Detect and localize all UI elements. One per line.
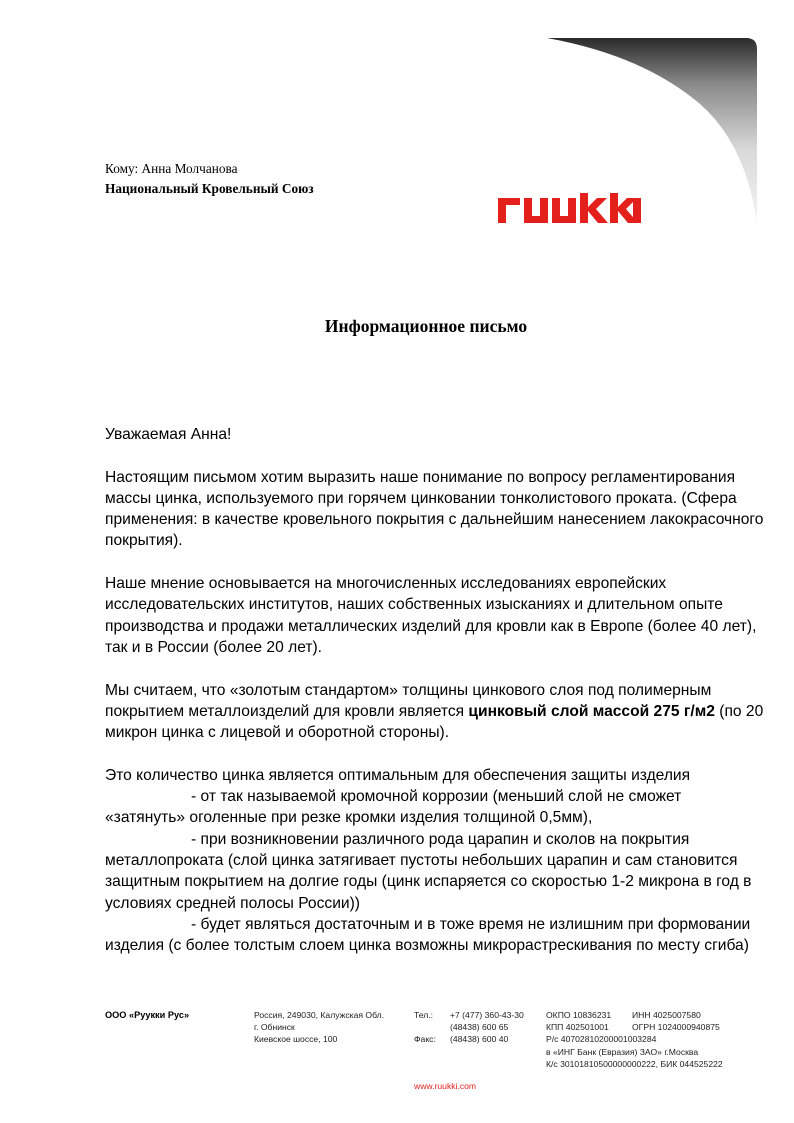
recipient-block bbox=[105, 159, 314, 199]
company-name: ООО «Руукки Рус» bbox=[105, 1010, 190, 1020]
letter-title: Информационное письмо bbox=[324, 316, 528, 336]
fax-label: Факс: bbox=[414, 1034, 436, 1045]
tel-label: Тел.: bbox=[414, 1010, 434, 1020]
paragraph-1: Настоящим письмом хотим выразить наше понимание по вопросу регламентирования массы цинка, используемого при горячем цинковании тонколистового проката. (Сфера применения: в качестве кровельного покрытия с дальнейшим нанесением лакокрасочного покрытия). bbox=[105, 468, 764, 550]
website-link[interactable]: www.ruukki.com bbox=[414, 1081, 477, 1091]
kpp: КПП 402501001 bbox=[546, 1022, 609, 1033]
recipient-name: Кому: Анна Молчанова bbox=[105, 161, 238, 176]
zinc-standard-highlight: цинковый слой массой 275 г/м2 bbox=[468, 702, 715, 720]
paragraph-4-intro: Это количество цинка является оптимальным для обеспечения защиты изделия bbox=[105, 766, 691, 784]
tel-number: +7 (477) 360-43-30 bbox=[450, 1010, 524, 1020]
paragraph-3-end: (по 20 микрон цинка с лицевой и оборотной стороны). bbox=[105, 702, 764, 742]
paragraph-4 bbox=[105, 765, 765, 957]
paragraph-3-start: Мы считаем, что «золотым стандартом» толщины цинкового слоя под полимерным покрытием металлоизделий для кровли является bbox=[105, 681, 712, 720]
bullet-item: - будет являться достаточным и в тоже время не излишним при формовании изделия (с более толстым слоем цинка возможны микрорастрескивания по месту сгиба) bbox=[105, 915, 751, 955]
paragraph-2: Наше мнение основывается на многочисленных исследованиях европейских исследовательских институтов, наших собственных изысканиях и длительном опыте производства и продажи металлических изделий для кровли как в Европе (более 40 лет), так и в России (более 20 лет). bbox=[105, 575, 757, 656]
greeting: Уважаемая Анна! bbox=[105, 426, 232, 443]
corr-account: К/с 30101810500000000222, БИК 044525222 bbox=[546, 1058, 723, 1069]
inn: ИНН 4025007580 bbox=[632, 1010, 701, 1020]
paragraph-3 bbox=[105, 680, 765, 744]
bank-name: в «ИНГ Банк (Евразия) ЗАО» г.Москва bbox=[546, 1046, 699, 1057]
fax-number: (48438) 600 40 bbox=[450, 1034, 509, 1045]
ruukki-logo bbox=[496, 190, 644, 226]
recipient-organization: Национальный Кровельный Союз bbox=[105, 181, 314, 196]
okpo: ОКПО 10836231 bbox=[546, 1010, 612, 1020]
tel-number: (48438) 600 65 bbox=[450, 1022, 509, 1033]
company-phones bbox=[414, 1009, 524, 1046]
company-requisites bbox=[546, 1009, 723, 1070]
bullet-item: - при возникновении различного рода царапин и сколов на покрытия металлопроката (слой цинка затягивает пустоты небольших царапин и сам становится защитным покрытием на долгие годы (цинк испаряется со скоростью 1-2 микрона в год в условиях средней полосы России)) bbox=[105, 830, 752, 912]
ogrn: ОГРН 1024000940875 bbox=[632, 1022, 720, 1033]
letter-body bbox=[105, 424, 765, 956]
company-address: Россия, 249030, Калужская Обл. г. Обнинск Киевское шоссе, 100 bbox=[254, 1010, 385, 1045]
bank-account: Р/с 40702810200001003284 bbox=[546, 1034, 657, 1045]
bullet-item: - от так называемой кромочной коррозии (меньший слой не сможет «затянуть» оголенные при резке кромки изделия толщиной 0,5мм), bbox=[105, 788, 682, 827]
